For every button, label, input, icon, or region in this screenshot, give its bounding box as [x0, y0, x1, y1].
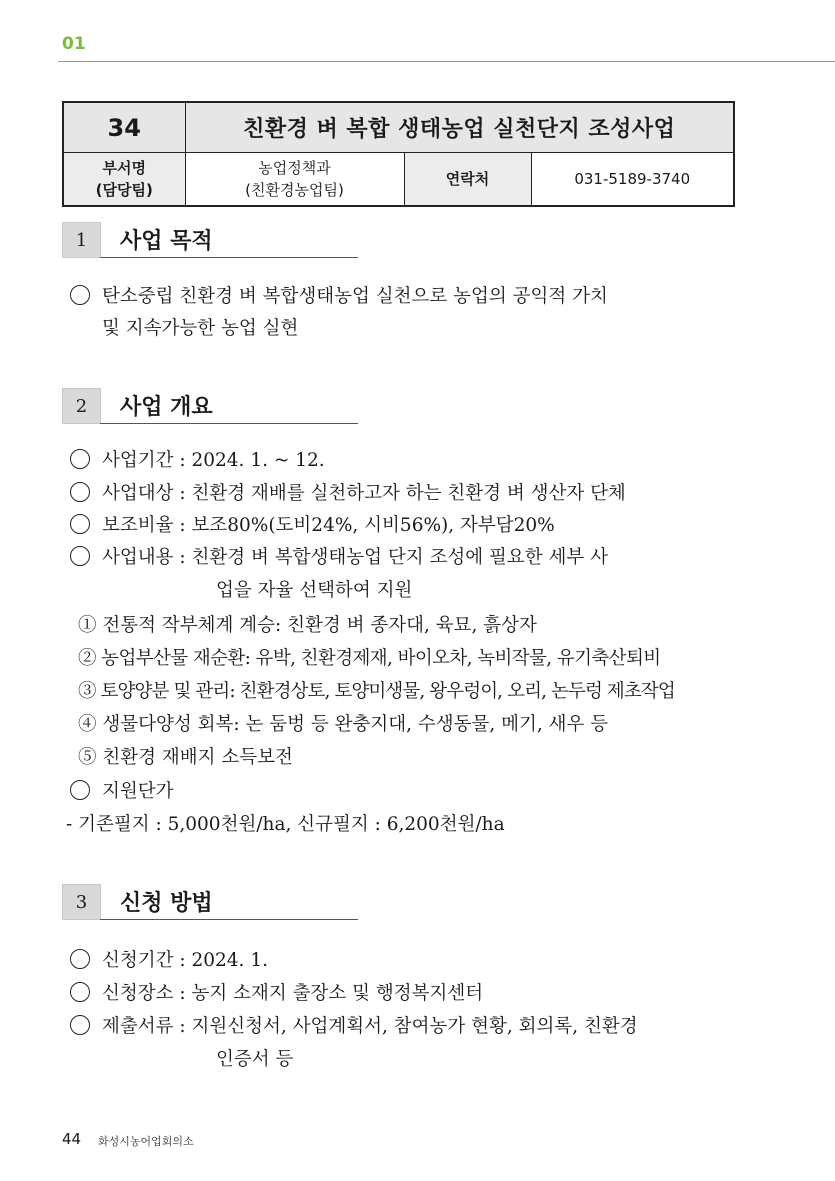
list-item-text: 사업대상 : 친환경 재배를 실천하고자 하는 친환경 벼 생산자 단체 — [102, 483, 626, 504]
list-item-continuation — [216, 1047, 293, 1073]
chapter-number: 01 — [62, 34, 86, 54]
circle-bullet-icon — [70, 982, 90, 1002]
circle-bullet-icon — [70, 780, 90, 800]
list-item-text: 제출서류 : 지원신청서, 사업계획서, 참여농가 현황, 회의록, 친환경 — [102, 1016, 638, 1037]
chapter-rule — [58, 61, 835, 62]
list-item-text: 및 지속가능한 농업 실현 — [102, 318, 299, 339]
section-title: 신청 방법 — [120, 891, 213, 916]
circle-bullet-icon — [70, 449, 90, 469]
list-item-text: ① 전통적 작부체계 계승: 친환경 벼 종자대, 육묘, 흙상자 — [78, 615, 537, 636]
contact-label: 연락처 — [404, 153, 531, 207]
numbered-item — [78, 646, 660, 672]
list-item-text: ⑤ 친환경 재배지 소득보전 — [78, 747, 293, 768]
list-item-continuation — [216, 578, 412, 604]
list-item — [70, 284, 608, 310]
circle-bullet-icon — [70, 482, 90, 502]
list-item — [70, 448, 325, 474]
list-item-text: - 기존필지 : 5,000천원/ha, 신규필지 : 6,200천원/ha — [66, 814, 505, 835]
dept-value-line-1: 농업정책과 — [258, 159, 331, 177]
dept-value-line-2: (친환경농업팀) — [245, 181, 344, 199]
numbered-item — [78, 712, 608, 738]
list-item-text: ③ 토양양분 및 관리: 친환경상토, 토양미생물, 왕우렁이, 오리, 논두렁 제초작업 — [78, 681, 675, 702]
project-number: 34 — [63, 102, 185, 153]
list-item-text: 사업내용 : 친환경 벼 복합생태농업 단지 조성에 필요한 세부 사 — [102, 547, 608, 568]
dept-label-line-2: (담당팀) — [95, 181, 153, 199]
section-rule — [100, 257, 358, 258]
section-number: 2 — [62, 388, 101, 424]
project-title: 친환경 벼 복합 생태농업 실천단지 조성사업 — [185, 102, 734, 153]
list-item — [70, 513, 555, 539]
list-item-continuation — [102, 316, 298, 342]
footer-organization: 화성시농어업회의소 — [98, 1135, 194, 1148]
dept-value — [185, 153, 404, 207]
list-item-text: 신청장소 : 농지 소재지 출장소 및 행정복지센터 — [102, 983, 484, 1004]
dept-label — [63, 153, 185, 207]
section-rule — [100, 919, 358, 920]
contact-value: 031-5189-3740 — [531, 153, 734, 207]
section-number: 3 — [62, 884, 101, 920]
list-item — [70, 1014, 638, 1040]
section-rule — [100, 423, 358, 424]
circle-bullet-icon — [70, 514, 90, 534]
section-number: 1 — [62, 222, 101, 258]
list-item-text: ② 농업부산물 재순환: 유박, 친환경제재, 바이오차, 녹비작물, 유기축산퇴비 — [78, 648, 661, 669]
list-item — [70, 545, 608, 571]
list-item-text: 보조비율 : 보조80%(도비24%, 시비56%), 자부담20% — [102, 515, 555, 536]
list-item-text: ④ 생물다양성 회복: 논 둠벙 등 완충지대, 수생동물, 메기, 새우 등 — [78, 714, 609, 735]
page-number: 44 — [62, 1130, 82, 1148]
list-item — [70, 481, 626, 507]
dept-label-line-1: 부서명 — [102, 159, 146, 177]
section-title: 사업 개요 — [120, 395, 213, 420]
list-item-text: 지원단가 — [102, 781, 174, 802]
circle-bullet-icon — [70, 285, 90, 305]
info-table — [62, 101, 735, 207]
circle-bullet-icon — [70, 949, 90, 969]
circle-bullet-icon — [70, 546, 90, 566]
list-item — [70, 981, 483, 1007]
section-title: 사업 목적 — [120, 229, 213, 254]
numbered-item — [78, 679, 675, 705]
list-item-text: 신청기간 : 2024. 1. — [102, 950, 268, 971]
dash-item — [66, 812, 505, 838]
circle-bullet-icon — [70, 1015, 90, 1035]
list-item-text: 업을 자율 선택하여 지원 — [216, 580, 413, 601]
list-item-text: 탄소중립 친환경 벼 복합생태농업 실천으로 농업의 공익적 가치 — [102, 286, 608, 307]
numbered-item — [78, 745, 293, 771]
numbered-item — [78, 613, 537, 639]
list-item — [70, 948, 268, 974]
list-item — [70, 779, 173, 805]
list-item-text: 사업기간 : 2024. 1. ~ 12. — [102, 450, 325, 471]
list-item-text: 인증서 등 — [216, 1049, 294, 1070]
